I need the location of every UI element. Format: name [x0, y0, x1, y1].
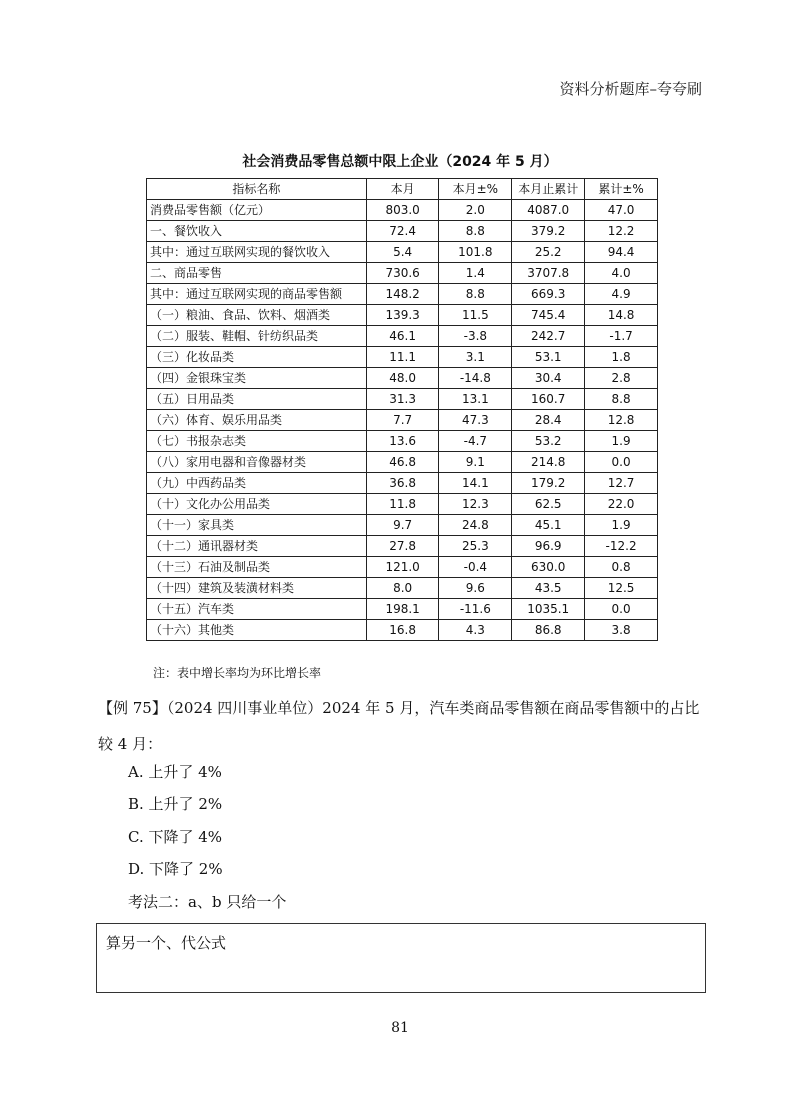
value-cell: 630.0: [512, 557, 585, 578]
value-cell: 27.8: [366, 536, 439, 557]
table-row: [147, 578, 658, 599]
table-header-row: [147, 179, 658, 200]
value-cell: 53.1: [512, 347, 585, 368]
method-text: 考法二：a、b 只给一个: [128, 893, 287, 911]
value-cell: -11.6: [439, 599, 512, 620]
value-cell: 72.4: [366, 221, 439, 242]
table-row: [147, 536, 658, 557]
value-cell: 12.3: [439, 494, 512, 515]
value-cell: 53.2: [512, 431, 585, 452]
value-cell: 198.1: [366, 599, 439, 620]
value-cell: 0.0: [585, 599, 658, 620]
indicator-name-cell: （一）粮油、食品、饮料、烟酒类: [147, 305, 367, 326]
value-cell: 12.8: [585, 410, 658, 431]
value-cell: 139.3: [366, 305, 439, 326]
value-cell: 28.4: [512, 410, 585, 431]
indicator-name-cell: （三）化妆品类: [147, 347, 367, 368]
indicator-name-cell: （八）家用电器和音像器材类: [147, 452, 367, 473]
table-row: [147, 410, 658, 431]
value-cell: 45.1: [512, 515, 585, 536]
value-cell: 14.1: [439, 473, 512, 494]
table-row: [147, 389, 658, 410]
table-row: [147, 284, 658, 305]
indicator-name-cell: 一、餐饮收入: [147, 221, 367, 242]
value-cell: 121.0: [366, 557, 439, 578]
indicator-name-cell: （十）文化办公用品类: [147, 494, 367, 515]
value-cell: 86.8: [512, 620, 585, 641]
page-header: 资料分析题库–夸夸刷: [559, 80, 702, 98]
value-cell: -14.8: [439, 368, 512, 389]
value-cell: 8.8: [439, 284, 512, 305]
value-cell: 48.0: [366, 368, 439, 389]
page-number: 81: [391, 1020, 409, 1036]
value-cell: 12.7: [585, 473, 658, 494]
table-row: [147, 515, 658, 536]
indicator-name-cell: （七）书报杂志类: [147, 431, 367, 452]
indicator-name-cell: （二）服装、鞋帽、针纺织品类: [147, 326, 367, 347]
value-cell: 160.7: [512, 389, 585, 410]
value-cell: 1.9: [585, 515, 658, 536]
value-cell: 13.1: [439, 389, 512, 410]
option-b: B. 上升了 2%: [128, 795, 223, 813]
value-cell: -3.8: [439, 326, 512, 347]
indicator-name-cell: （十六）其他类: [147, 620, 367, 641]
value-cell: 1.8: [585, 347, 658, 368]
value-cell: -0.4: [439, 557, 512, 578]
value-cell: 5.4: [366, 242, 439, 263]
table-row: [147, 557, 658, 578]
value-cell: 96.9: [512, 536, 585, 557]
answer-box: [96, 923, 706, 993]
table-row: [147, 452, 658, 473]
indicator-name-cell: （六）体育、娱乐用品类: [147, 410, 367, 431]
value-cell: 669.3: [512, 284, 585, 305]
table-row: [147, 620, 658, 641]
value-cell: 11.1: [366, 347, 439, 368]
value-cell: 24.8: [439, 515, 512, 536]
value-cell: 803.0: [366, 200, 439, 221]
retail-sales-table: [146, 178, 658, 641]
value-cell: -12.2: [585, 536, 658, 557]
option-c: C. 下降了 4%: [128, 828, 223, 846]
value-cell: 4087.0: [512, 200, 585, 221]
value-cell: 25.2: [512, 242, 585, 263]
value-cell: 30.4: [512, 368, 585, 389]
value-cell: 7.7: [366, 410, 439, 431]
value-cell: 12.2: [585, 221, 658, 242]
indicator-name-cell: （十四）建筑及装潢材料类: [147, 578, 367, 599]
value-cell: 179.2: [512, 473, 585, 494]
value-cell: 47.0: [585, 200, 658, 221]
value-cell: 13.6: [366, 431, 439, 452]
value-cell: 31.3: [366, 389, 439, 410]
table-note: 注：表中增长率均为环比增长率: [153, 666, 322, 680]
indicator-name-cell: （九）中西药品类: [147, 473, 367, 494]
value-cell: 8.8: [585, 389, 658, 410]
table-row: [147, 368, 658, 389]
value-cell: 9.7: [366, 515, 439, 536]
indicator-name-cell: （五）日用品类: [147, 389, 367, 410]
value-cell: 745.4: [512, 305, 585, 326]
value-cell: 46.8: [366, 452, 439, 473]
table-row: [147, 242, 658, 263]
table-row: [147, 305, 658, 326]
value-cell: 46.1: [366, 326, 439, 347]
value-cell: 62.5: [512, 494, 585, 515]
value-cell: 3.1: [439, 347, 512, 368]
value-cell: 14.8: [585, 305, 658, 326]
table-row: [147, 347, 658, 368]
value-cell: 22.0: [585, 494, 658, 515]
value-cell: 36.8: [366, 473, 439, 494]
table-row: [147, 263, 658, 284]
indicator-name-cell: 消费品零售额（亿元）: [147, 200, 367, 221]
table-row: [147, 599, 658, 620]
indicator-name-cell: （十五）汽车类: [147, 599, 367, 620]
table-row: [147, 200, 658, 221]
table-row: [147, 326, 658, 347]
value-cell: 1035.1: [512, 599, 585, 620]
value-cell: 11.8: [366, 494, 439, 515]
value-cell: 379.2: [512, 221, 585, 242]
value-cell: 0.0: [585, 452, 658, 473]
answer-box-text: 算另一个、代公式: [106, 934, 227, 952]
option-d: D. 下降了 2%: [128, 860, 223, 878]
value-cell: 8.8: [439, 221, 512, 242]
table-row: [147, 221, 658, 242]
value-cell: 25.3: [439, 536, 512, 557]
value-cell: 11.5: [439, 305, 512, 326]
value-cell: 16.8: [366, 620, 439, 641]
value-cell: 101.8: [439, 242, 512, 263]
value-cell: -4.7: [439, 431, 512, 452]
table-row: [147, 473, 658, 494]
value-cell: 4.3: [439, 620, 512, 641]
table-title: 社会消费品零售总额中限上企业（2024 年 5 月）: [242, 154, 558, 170]
table-row: [147, 494, 658, 515]
value-cell: 2.8: [585, 368, 658, 389]
value-cell: 4.9: [585, 284, 658, 305]
indicator-name-cell: （十三）石油及制品类: [147, 557, 367, 578]
value-cell: 47.3: [439, 410, 512, 431]
column-header: 本月: [366, 179, 439, 200]
value-cell: 8.0: [366, 578, 439, 599]
table-body: [147, 200, 658, 641]
column-header: 累计±%: [585, 179, 658, 200]
indicator-name-cell: 其中：通过互联网实现的餐饮收入: [147, 242, 367, 263]
value-cell: 43.5: [512, 578, 585, 599]
indicator-name-cell: 二、商品零售: [147, 263, 367, 284]
value-cell: 730.6: [366, 263, 439, 284]
value-cell: 9.6: [439, 578, 512, 599]
column-header: 指标名称: [147, 179, 367, 200]
value-cell: 242.7: [512, 326, 585, 347]
value-cell: 2.0: [439, 200, 512, 221]
value-cell: 1.9: [585, 431, 658, 452]
indicator-name-cell: 其中：通过互联网实现的商品零售额: [147, 284, 367, 305]
value-cell: 1.4: [439, 263, 512, 284]
value-cell: 12.5: [585, 578, 658, 599]
indicator-name-cell: （四）金银珠宝类: [147, 368, 367, 389]
value-cell: -1.7: [585, 326, 658, 347]
option-a: A. 上升了 4%: [128, 763, 222, 781]
question-text: 【例 75】（2024 四川事业单位）2024 年 5 月，汽车类商品零售额在商品零售额中的占比较 4 月：: [98, 699, 700, 753]
value-cell: 9.1: [439, 452, 512, 473]
column-header: 本月止累计: [512, 179, 585, 200]
value-cell: 148.2: [366, 284, 439, 305]
value-cell: 3.8: [585, 620, 658, 641]
value-cell: 4.0: [585, 263, 658, 284]
value-cell: 0.8: [585, 557, 658, 578]
indicator-name-cell: （十一）家具类: [147, 515, 367, 536]
value-cell: 214.8: [512, 452, 585, 473]
column-header: 本月±%: [439, 179, 512, 200]
table-row: [147, 431, 658, 452]
indicator-name-cell: （十二）通讯器材类: [147, 536, 367, 557]
value-cell: 94.4: [585, 242, 658, 263]
value-cell: 3707.8: [512, 263, 585, 284]
